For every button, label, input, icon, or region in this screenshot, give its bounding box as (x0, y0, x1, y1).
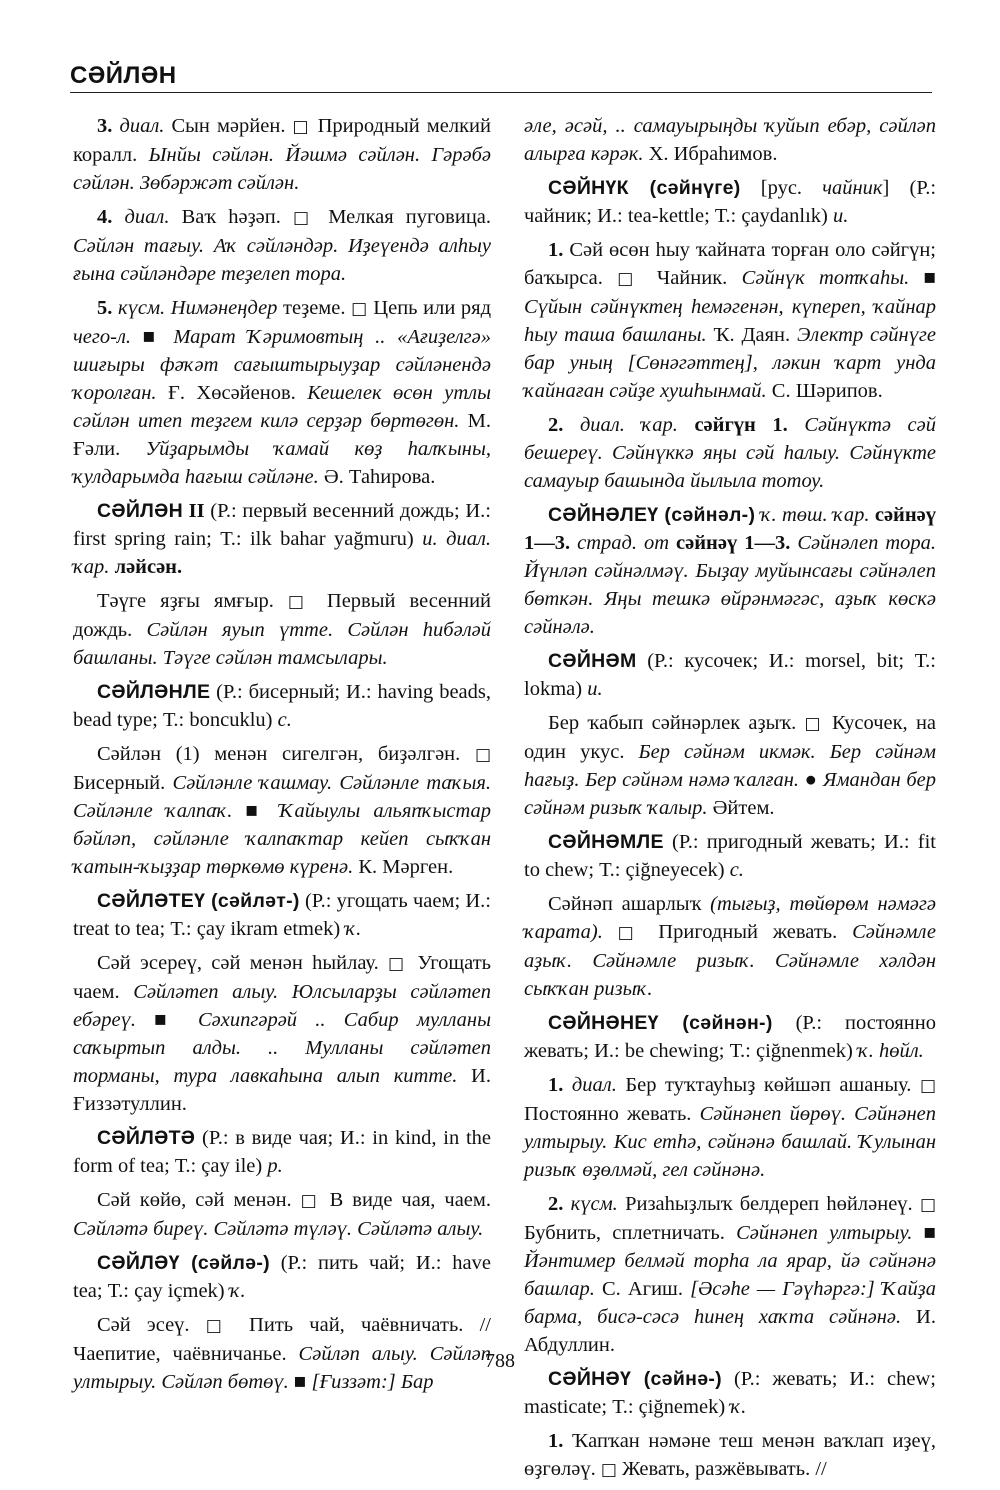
text-segment: Ынйы сәйлән. Йәшмә сәйлән. Гәрәбә сәйлән. Зөбәржәт сәйлән. (73, 144, 491, 194)
right-column (524, 112, 936, 1490)
text-segment: Сәй эсереү, сәй менән һыйлау. (97, 952, 388, 974)
text-segment: Сәйләнле ҡашмау. Сәйләнле таҡыя. Сәйләнле ҡалпаҡ. (73, 772, 491, 822)
text-segment: сәйнәү 1—3. (524, 504, 937, 554)
text-segment: Бисерный. (73, 772, 173, 794)
text-segment: от (644, 532, 670, 554)
text-segment: 1. (548, 1430, 573, 1452)
translation-marker: □ (804, 714, 824, 734)
translation-marker: □ (919, 1195, 937, 1215)
text-segment: (Р.: первый весенний дождь; И.: first spring rain; Т.: ilk bahar yağmuru) (73, 500, 492, 550)
text-segment: К. Мәрген. (353, 856, 454, 878)
text-segment (603, 921, 618, 943)
text-segment: диал. (119, 115, 165, 137)
text-segment: Сын мәрйен. (164, 115, 293, 137)
text-segment: Ә. Таһирова. (318, 466, 436, 488)
text-segment: Х. Ибраһимов. (643, 143, 778, 165)
text-segment: Сәхипгәрәй .. Сабир мулланы саҡыртып алды. .. Мулланы сәйләтеп торманы, тура лавкаһына алып китте. (73, 1009, 491, 1087)
dictionary-entry (524, 501, 936, 641)
text-segment: Сәйлән яуып үтте. Сәйлән һибәләй башланы. Тәүге сәйлән тамсылары. (73, 619, 491, 669)
text-segment: ] (Р.: чайник; И.: tea-kettle; Т.: çaydanlık) (524, 177, 937, 227)
text-segment: Сәйлән (1) менән сигелгән, биҙәлгән. (97, 743, 475, 765)
text-segment: Бер ҡабып сәйнәрлек аҙыҡ. (548, 712, 805, 734)
text-segment: (Р.: постоянно жевать; И.: be chewing; Т.: çiğnenmek) (524, 1012, 936, 1062)
text-segment: ■ (909, 267, 936, 289)
entry-paragraph (524, 1190, 936, 1359)
text-segment: Сәйләп алыу. Сәйләп ултырыу. Сәйләп бөтөү. (73, 1343, 492, 1393)
headword: СӘЙНҮК (сәйнүге) (548, 177, 741, 199)
dictionary-entry (73, 1124, 491, 1180)
text-segment: [Ғиззәт:] Бар (311, 1371, 434, 1393)
text-segment: С. Агиш. (594, 1278, 691, 1300)
text-segment: ■ (912, 1222, 936, 1244)
translation-marker: □ (600, 1460, 617, 1480)
text-segment: с. (729, 859, 744, 881)
text-segment: Цепь или ряд (367, 297, 492, 319)
entry-paragraph (73, 740, 491, 881)
text-segment: диал. (124, 206, 170, 228)
text-segment: Сәйләтеп алыу. Юлсыларҙы сәйләтеп ебәреү. (73, 981, 491, 1031)
text-segment: Нимәнеңдер (170, 297, 278, 319)
text-segment: Сәйлән тағыу. Аҡ сәйләндәр. Иҙеүендә алһыу ғына сәйләндәре теҙелеп тора. (73, 235, 491, 285)
text-segment: Ҡ. Даян. (706, 324, 797, 346)
dictionary-entry (73, 497, 491, 581)
text-segment: Сәйнәлеп тора. Йүнләп сәйнәлмәү. Быҙау муйынсағы сәйнәлеп бөткән. Яңы тешкә өйрәнмәгәс, аҙыҡ көскә сәйнәлә. (524, 532, 937, 638)
text-segment: (Р.: кусочек; И.: morsel, bit; Т.: lokma) (524, 650, 936, 700)
translation-marker: □ (617, 269, 643, 289)
entry-paragraph (524, 236, 936, 405)
entry-paragraph (524, 1427, 936, 1484)
text-segment: Марат Ҡәримовтың .. «Ағиҙелгә» шиғыры фәҡәт сағыштырыуҙар сәйләнендә ҡоролған. (73, 326, 491, 404)
text-segment: Әйтем. (707, 797, 775, 819)
entry-paragraph (524, 890, 936, 1003)
text-segment: ҡ. (345, 918, 362, 940)
headword: СӘЙЛӘТЕҮ (сәйләт-) (97, 890, 300, 912)
text-segment: ҡ. (229, 1280, 246, 1302)
text-segment: Сәйнәнеп ултырыу. (736, 1222, 913, 1244)
text-segment: Сәйләтә биреү. Сәйләтә түләү. Сәйләтә алыу. (73, 1218, 484, 1240)
text-segment: р. (267, 1155, 283, 1177)
headword: СӘЙЛӘНЛЕ (97, 681, 211, 703)
text-segment: Йәнтимер белмәй торһа ла ярар, йә сәйнәнә башлар. (524, 1250, 936, 1300)
left-column (73, 112, 491, 1402)
headword: СӘЙЛӘН (97, 500, 183, 522)
entry-paragraph (73, 112, 491, 197)
text-segment (678, 414, 695, 436)
text-segment: ҡ. (730, 1396, 747, 1418)
text-segment: Угощать чаем. (73, 952, 491, 1003)
text-segment: ■ (135, 1009, 198, 1031)
text-segment: ● (799, 769, 823, 791)
entry-paragraph (524, 411, 936, 495)
text-segment: ■ (131, 326, 174, 348)
text-segment: Постоянно жевать. (524, 1103, 700, 1125)
text-segment: Жевать, разжёвывать. // (616, 1458, 827, 1480)
text-segment: 2. (548, 1193, 571, 1215)
text-segment: страд. (577, 532, 638, 554)
text-segment: Сәй эсеү. (97, 1314, 206, 1336)
page-number: 788 (485, 1350, 515, 1372)
text-segment: (Р.: бисерный; И.: having beads, bead type; Т.: boncuklu) (73, 681, 491, 731)
headword: СӘЙНӘЛЕҮ (сәйнәл-) (548, 504, 756, 526)
text-segment: 2. (548, 414, 580, 436)
entry-paragraph (73, 1186, 491, 1243)
entry-paragraph (73, 587, 491, 672)
text-segment: Ваҡ һәҙәп. (169, 206, 293, 228)
headword: СӘЙНӘҮ (сәйнә-) (548, 1368, 722, 1390)
translation-marker: □ (387, 954, 409, 974)
translation-marker: □ (293, 208, 317, 228)
text-segment: ■ (288, 1371, 312, 1393)
text-segment: Кешелек өсөн утлы сәйлән итеп теҙгем килә серҙәр бөртөгөн. (73, 382, 491, 432)
text-segment: II (188, 500, 205, 522)
dictionary-entry (73, 1249, 491, 1305)
text-segment: (Р.: жевать; И.: chew; masticate; Т.: çiğnemek) (524, 1368, 936, 1418)
headword: СӘЙНӘНЕҮ (сәйнән-) (548, 1012, 773, 1034)
text-segment: С. Шәрипов. (766, 380, 883, 402)
text-segment: и. (832, 205, 849, 227)
entry-paragraph (524, 709, 936, 822)
text-segment: Сәйнүктә сәй бешереү. Сәйнүккә яңы сәй һалыу. Сәйнүкте самауыр башында йылыла тотоу. (524, 414, 937, 492)
entry-paragraph (524, 112, 936, 168)
text-segment: Первый весенний дождь. (73, 590, 492, 641)
text-segment: чайник (822, 177, 883, 199)
text-segment: В виде чая, чаем. (320, 1189, 491, 1211)
text-segment: Сүйын сәйнүктең һемәгенән, күпереп, ҡайнар һыу таша башланы. (524, 296, 936, 346)
text-segment: күсм. (570, 1193, 618, 1215)
header-rule (70, 92, 932, 93)
text-segment: [рус. (740, 177, 823, 199)
text-segment (788, 414, 805, 436)
dictionary-entry (73, 887, 491, 943)
dictionary-entry (524, 828, 936, 884)
text-segment: Пригодный жевать. (643, 921, 853, 943)
text-segment: ҡ. төш. ҡар. (760, 504, 870, 526)
headword: СӘЙНӘМЛЕ (548, 831, 664, 853)
text-segment: күсм. (118, 297, 166, 319)
text-segment: Сәй көйө, сәй менән. (97, 1189, 301, 1211)
text-segment (669, 532, 676, 554)
dictionary-entry (524, 1365, 936, 1421)
text-segment: Сәй өсөн һыу ҡайната торған оло сәйгүн; баҡырса. (524, 239, 937, 289)
entry-paragraph (73, 203, 491, 288)
text-segment: Сәйнәп ашарлыҡ (548, 893, 711, 915)
text-segment: сәйнәү 1—3. (676, 532, 791, 554)
text-segment: (Р.: в виде чая; И.: in kind, in the form of tea; Т.: çay ile) (73, 1127, 491, 1177)
text-segment: и. диал. ҡар. (73, 528, 492, 578)
text-segment: әле, әсәй, .. самауырыңды ҡуйып ебәр, сәйләп алырға кәрәк. (524, 115, 936, 165)
text-segment: ҡ. һөйл. (857, 1040, 924, 1062)
headword: СӘЙНӘМ (548, 650, 637, 672)
text-segment: Бер сәйнәм икмәк. Бер сәйнәм һағыҙ. Бер сәйнәм нәмә ҡалған. (524, 741, 936, 791)
dictionary-entry (524, 174, 936, 230)
translation-marker: □ (617, 923, 644, 943)
text-segment: 3. (97, 115, 120, 137)
translation-marker: □ (351, 299, 368, 319)
text-segment: чего-л. (73, 326, 132, 348)
headword: СӘЙЛӘТӘ (97, 1127, 196, 1149)
entry-paragraph (73, 949, 491, 1118)
text-segment: 4. (97, 206, 125, 228)
text-segment: Тәүге яҙғы ямғыр. (97, 590, 288, 612)
text-segment: (Р.: угощать чаем; И.: treat to tea; Т.: çay ikram etmek) (73, 890, 491, 940)
text-segment: Чайник. (642, 267, 742, 289)
text-segment: [Әсәһе — Гәүһәргә:] Ҡайҙа барма, бисә-сәсә һинең хаҡта сәйнәнә. (524, 1278, 936, 1328)
translation-marker: □ (300, 1191, 321, 1211)
translation-marker: □ (205, 1316, 233, 1336)
text-segment: Уйҙарымды ҡамай көҙ һалҡыны, ҡулдарымда һағыш сәйләне. (73, 438, 491, 488)
dictionary-entry (524, 1009, 936, 1065)
translation-marker: □ (287, 592, 313, 612)
text-segment: с. (277, 709, 292, 731)
text-segment: теҙеме. (277, 297, 352, 319)
text-segment: Ризаһыҙлыҡ белдереп һөйләнеү. (617, 1193, 920, 1215)
text-segment: и. (587, 678, 603, 700)
text-segment: Бер туҡтауһыҙ көйшәп ашаныу. (616, 1074, 920, 1096)
text-segment: сәйгүн 1. (694, 414, 788, 436)
dictionary-entry (73, 678, 491, 734)
text-segment: И. Абдуллин. (524, 1306, 936, 1356)
text-segment: Сәйнүк тотҡаһы. (741, 267, 910, 289)
text-segment: Ҡапҡан нәмәне теш менән ваҡлап иҙеү, өҙгөләү. (524, 1430, 936, 1480)
text-segment: ■ (232, 800, 280, 822)
text-segment: диал. (571, 1074, 617, 1096)
text-segment: Кусочек, на один укус. (524, 712, 937, 763)
text-segment: Бубнить, сплетничать. (524, 1222, 737, 1244)
text-segment: М. Ғәли. (73, 410, 492, 460)
text-segment: Ҡайыулы альяпҡыстар бәйләп, сәйләнле ҡалпаҡтар кейеп сыҡҡан ҡатын-ҡыҙҙар төркөмө күренә. (73, 800, 492, 878)
text-segment: (тығыҙ, төйөрөм нәмәгә ҡарата). (524, 893, 936, 943)
text-segment: Ямандан бер сәйнәм ризыҡ ҡалыр. (524, 769, 936, 819)
text-segment: Сәйнәнеп йөрөү. Сәйнәнеп ултырыу. Кис етһә, сәйнәнә башлай. Ҡулынан ризыҡ өҙөлмәй, гел сәйнәнә. (524, 1103, 936, 1181)
text-segment: диал. ҡар. (579, 414, 678, 436)
text-segment: Ғ. Хөсәйенов. (156, 382, 308, 404)
text-segment: Сәйнәмле аҙыҡ. Сәйнәмле ризыҡ. Сәйнәмле хәлдән сыҡҡан ризыҡ. (524, 921, 937, 1000)
text-segment: Природный мелкий коралл. (73, 115, 491, 166)
text-segment: ләйсән. (114, 556, 183, 578)
dictionary-entry (524, 647, 936, 703)
text-segment: (Р.: пригодный жевать; И.: fit to chew; Т.: çiğneyecek) (524, 831, 936, 881)
entry-paragraph (73, 294, 491, 491)
text-segment: 1. (548, 1074, 572, 1096)
text-segment: 1. (548, 239, 570, 261)
text-segment (637, 532, 644, 554)
text-segment: (Р.: пить чай; И.: have tea; Т.: çay içmek) (73, 1252, 491, 1302)
text-segment: Мелкая пуговица. (316, 206, 492, 228)
text-segment: 5. (97, 297, 118, 319)
text-segment: Пить чай, чаёвничать. // Чаепитие, чаёвничанье. (73, 1314, 492, 1365)
text-segment: Электр сәйнүге бар уның [Сөнәгәттең], ләкин ҡарт унда ҡайнаған сәйҙе хушһынмай. (524, 324, 936, 402)
entry-paragraph (524, 1071, 936, 1184)
running-head: СӘЙЛӘН (70, 62, 177, 89)
translation-marker: □ (474, 745, 491, 765)
translation-marker: □ (292, 117, 311, 137)
text-segment: И. Ғиззәтуллин. (73, 1065, 491, 1115)
headword: СӘЙЛӘҮ (сәйлә-) (97, 1252, 270, 1274)
translation-marker: □ (919, 1076, 936, 1096)
